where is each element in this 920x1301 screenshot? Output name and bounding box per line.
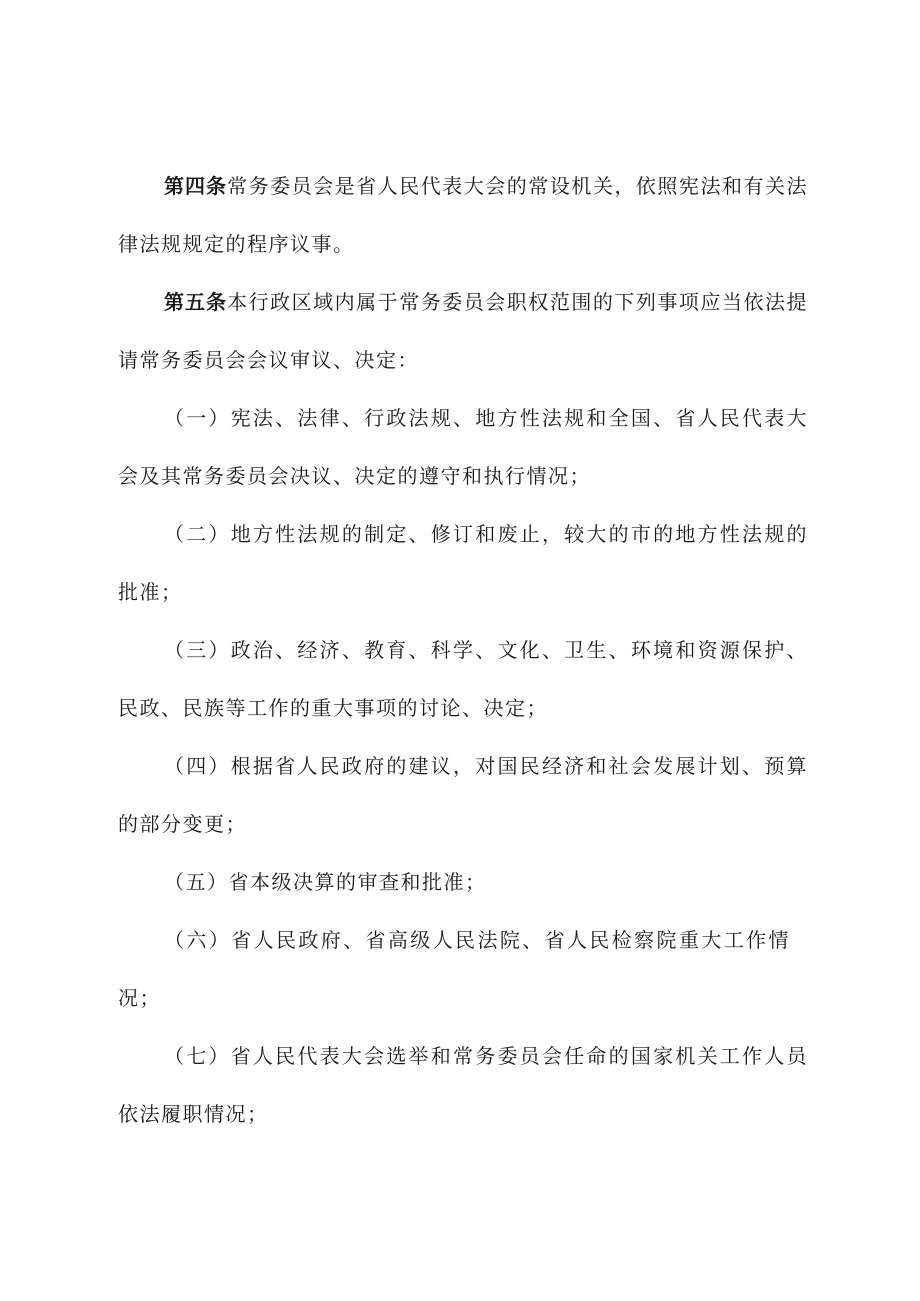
list-item-3: （三）政治、经济、教育、科学、文化、卫生、环境和资源保护、民政、民族等工作的重大事项的讨论、决定； — [118, 638, 808, 720]
list-item-4: （四）根据省人民政府的建议，对国民经济和社会发展计划、预算的部分变更； — [118, 754, 808, 836]
article-4-text: 常务委员会是省人民代表大会的常设机关，依照宪法和有关法律法规规定的程序议事。 — [118, 174, 809, 256]
list-item-2: （二）地方性法规的制定、修订和废止，较大的市的地方性法规的批准； — [118, 522, 808, 604]
list-item-1: （一）宪法、法律、行政法规、地方性法规和全国、省人民代表大会及其常务委员会决议、决定的遵守和执行情况； — [118, 406, 808, 488]
list-item-5: （五）省本级决算的审查和批准； — [164, 870, 487, 894]
article-4-paragraph — [118, 157, 808, 273]
list-item-6: （六）省人民政府、省高级人民法院、省人民检察院重大工作情况； — [118, 928, 790, 1010]
article-5-text: 本行政区域内属于常务委员会职权范围的下列事项应当依法提请常务委员会会议审议、决定： — [118, 290, 809, 372]
article-5-number: 第五条 — [164, 290, 228, 314]
article-5-paragraph — [118, 273, 808, 389]
article-4-number: 第四条 — [164, 174, 228, 198]
list-item-7: （七）省人民代表大会选举和常务委员会任命的国家机关工作人员依法履职情况； — [118, 1044, 808, 1126]
